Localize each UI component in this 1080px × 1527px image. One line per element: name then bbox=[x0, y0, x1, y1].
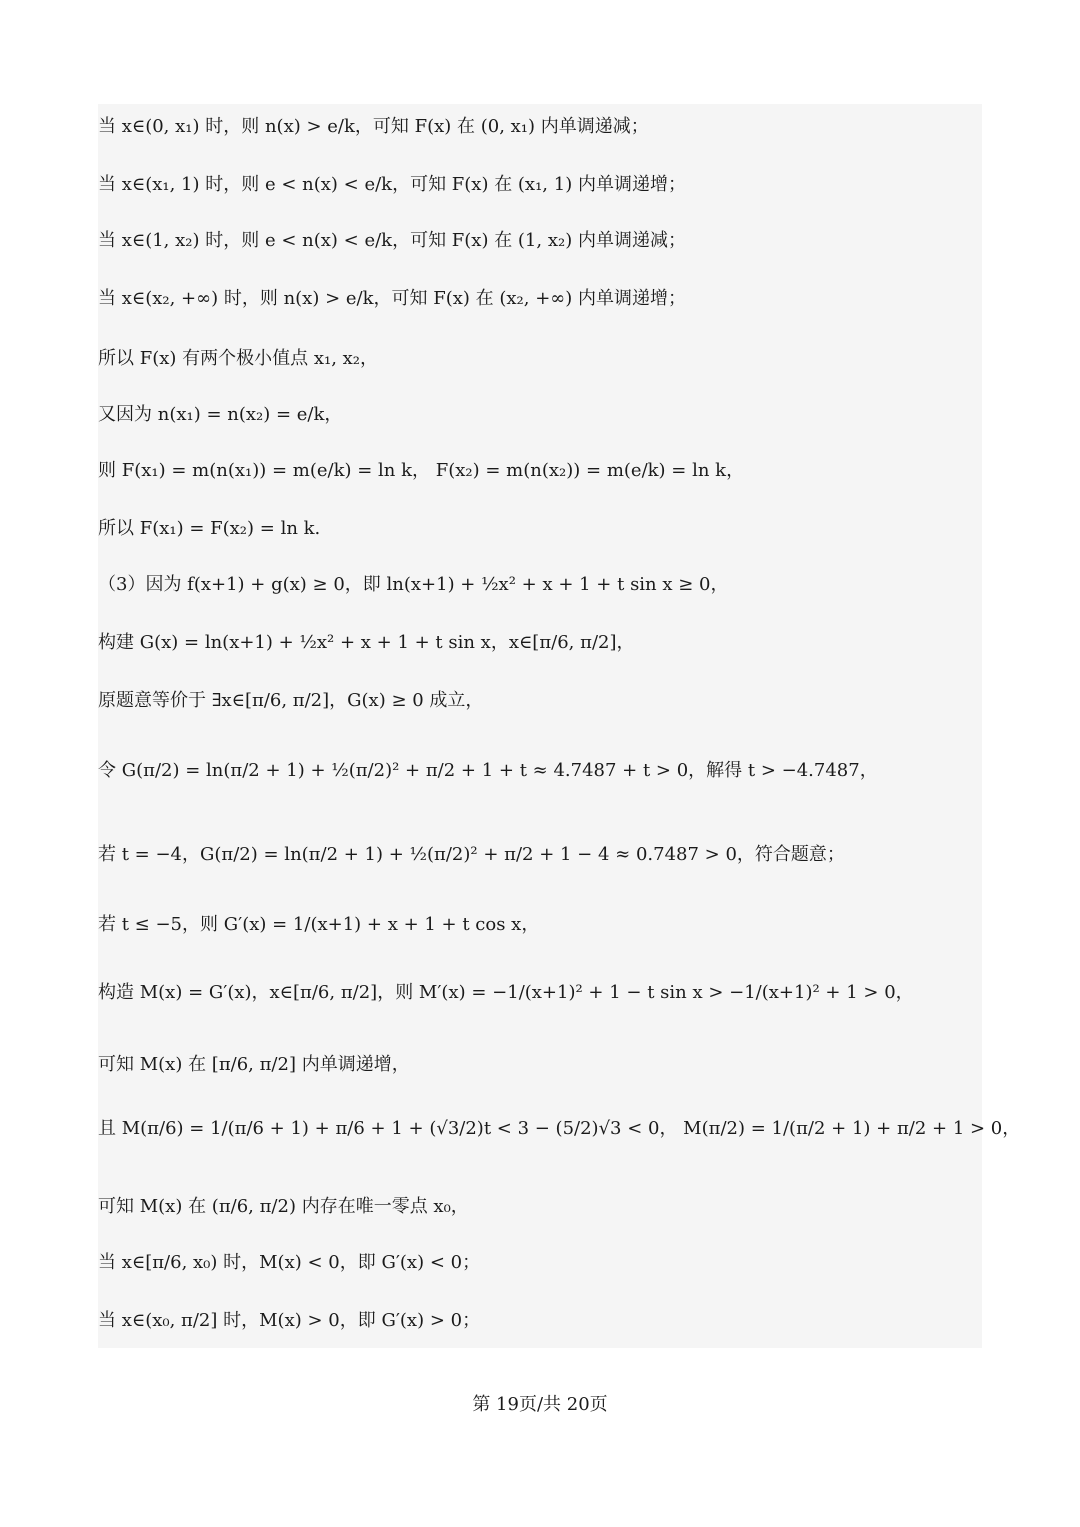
text-line: 所以 F(x) 有两个极小值点 x₁, x₂， bbox=[98, 348, 379, 369]
text-line: 原题意等价于 ∃x∈[π/6, π/2]，G(x) ≥ 0 成立， bbox=[98, 690, 484, 711]
text-line: 令 G(π/2) = ln(π/2 + 1) + ½(π/2)² + π/2 + 1 + t ≈ 4.7487 + t > 0，解得 t > −4.7487， bbox=[98, 760, 878, 781]
text-line: 当 x∈(0, x₁) 时，则 n(x) > e/k，可知 F(x) 在 (0, x₁) 内单调递减； bbox=[98, 116, 649, 137]
text-line: 当 x∈(x₁, 1) 时，则 e < n(x) < e/k，可知 F(x) 在 (x₁, 1) 内单调递增； bbox=[98, 174, 686, 195]
text-line: （3）因为 f(x+1) + g(x) ≥ 0，即 ln(x+1) + ½x² + x + 1 + t sin x ≥ 0， bbox=[98, 574, 729, 595]
text-line: 当 x∈[π/6, x₀) 时，M(x) < 0，即 G′(x) < 0； bbox=[98, 1252, 481, 1273]
text-line: 所以 F(x₁) = F(x₂) = ln k. bbox=[98, 518, 321, 539]
solution-text-block bbox=[98, 104, 1021, 1348]
text-line: 又因为 n(x₁) = n(x₂) = e/k， bbox=[98, 404, 343, 425]
text-line: 构建 G(x) = ln(x+1) + ½x² + x + 1 + t sin x，x∈[π/6, π/2]， bbox=[98, 632, 635, 653]
text-line: 构造 M(x) = G′(x)，x∈[π/6, π/2]，则 M′(x) = −1/(x+1)² + 1 − t sin x > −1/(x+1)² + 1 > 0， bbox=[98, 982, 914, 1003]
text-line: 则 F(x₁) = m(n(x₁)) = m(e/k) = ln k， F(x₂) = m(n(x₂)) = m(e/k) = ln k， bbox=[98, 460, 745, 481]
page-number-footer: 第 19页/共 20页 bbox=[472, 1394, 608, 1415]
text-line: 当 x∈(x₀, π/2] 时，M(x) > 0，即 G′(x) > 0； bbox=[98, 1310, 481, 1331]
text-line: 可知 M(x) 在 [π/6, π/2] 内单调递增， bbox=[98, 1054, 410, 1075]
text-line: 当 x∈(1, x₂) 时，则 e < n(x) < e/k，可知 F(x) 在 (1, x₂) 内单调递减； bbox=[98, 230, 686, 251]
text-line: 若 t ≤ −5，则 G′(x) = 1/(x+1) + x + 1 + t cos x， bbox=[98, 914, 540, 935]
text-line: 可知 M(x) 在 (π/6, π/2) 内存在唯一零点 x₀， bbox=[98, 1196, 469, 1217]
text-line: 且 M(π/6) = 1/(π/6 + 1) + π/6 + 1 + (√3/2)t < 3 − (5/2)√3 < 0， M(π/2) = 1/(π/2 + 1) + π/2 + 1 > 0， bbox=[98, 1118, 1021, 1139]
text-line: 若 t = −4，G(π/2) = ln(π/2 + 1) + ½(π/2)² + π/2 + 1 − 4 ≈ 0.7487 > 0，符合题意； bbox=[98, 844, 845, 865]
text-line: 当 x∈(x₂, +∞) 时，则 n(x) > e/k，可知 F(x) 在 (x₂, +∞) 内单调递增； bbox=[98, 288, 687, 309]
